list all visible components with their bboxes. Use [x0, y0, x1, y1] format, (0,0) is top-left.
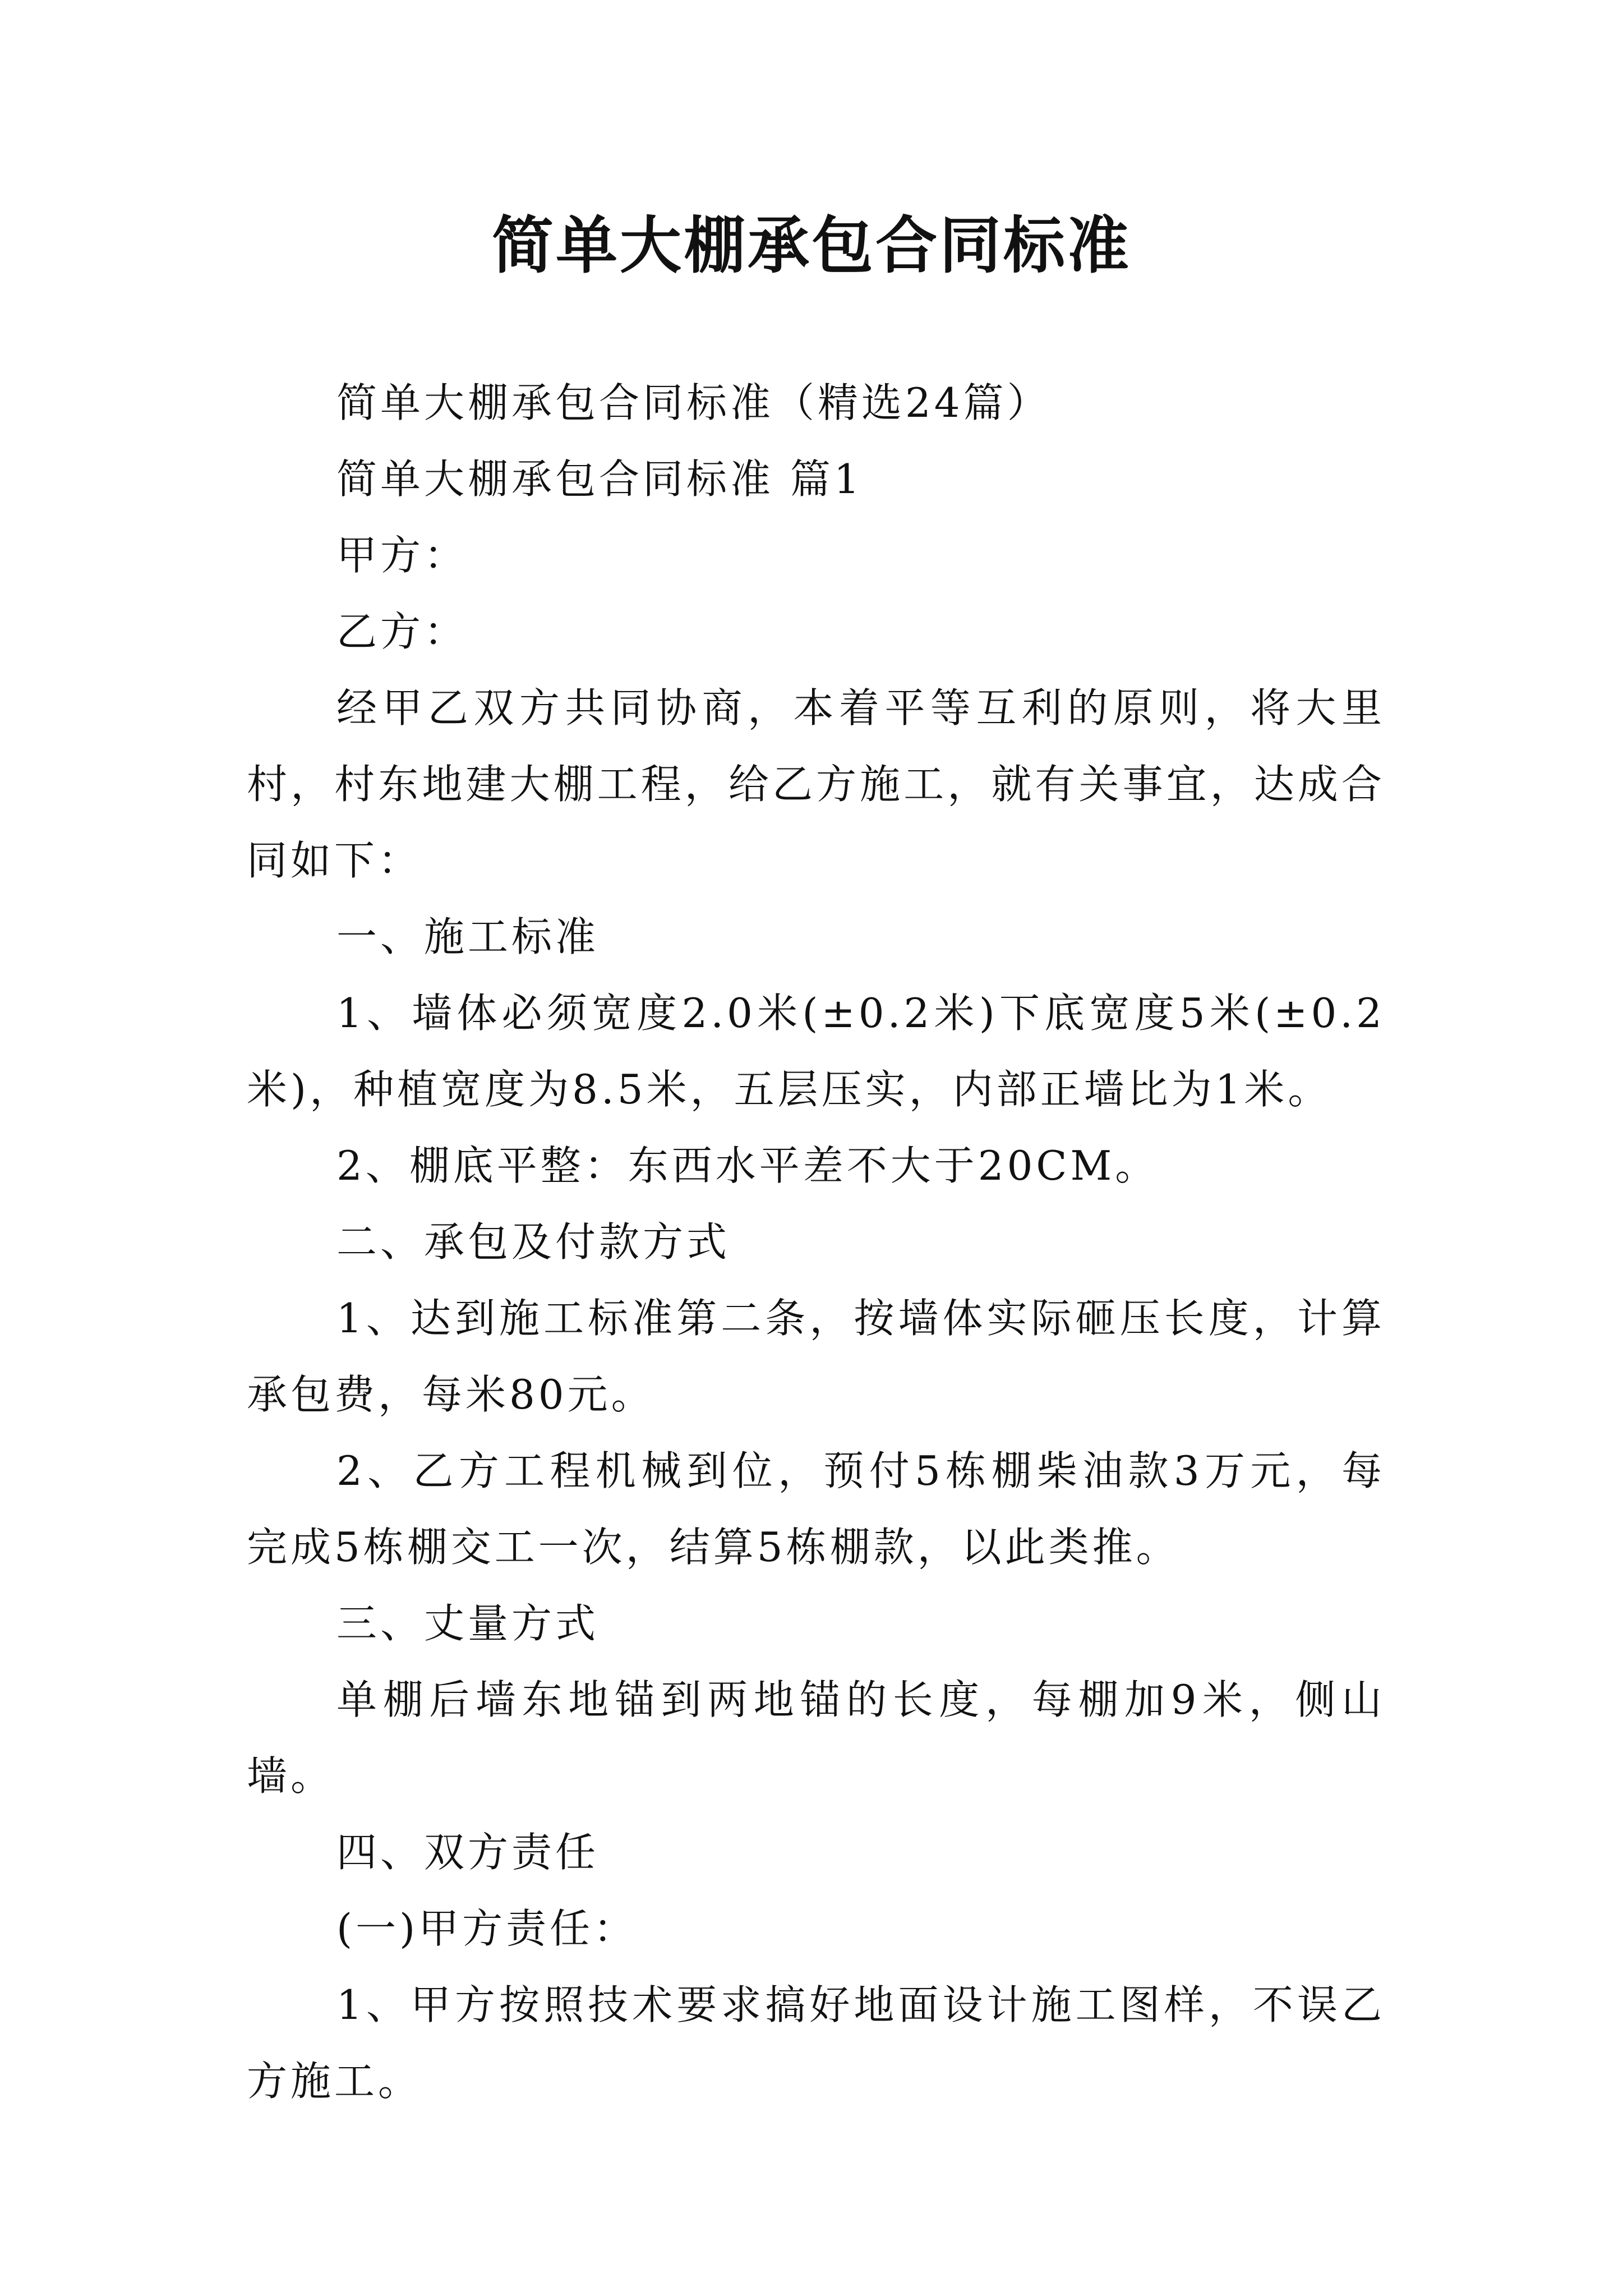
paragraph-clause: 2、棚底平整：东西水平差不大于20CM。 [336, 1142, 1159, 1189]
paragraph-clause: 1、甲方按照技术要求搞好地面设计施工图样，不误乙方施工。 [247, 1981, 1385, 2105]
paragraph-section-heading: 简单大棚承包合同标准 篇1 [336, 455, 863, 503]
paragraph-heading-4: 四、双方责任 [336, 1829, 600, 1876]
paragraph-subheading: (一)甲方责任： [336, 1905, 638, 1952]
paragraph-party-a: 甲方： [336, 532, 468, 579]
paragraph-clause: 单棚后墙东地锚到两地锚的长度，每棚加9米，侧山墙。 [247, 1676, 1385, 1800]
paragraph-heading-2: 二、承包及付款方式 [336, 1218, 731, 1266]
document-body [247, 365, 1385, 2119]
paragraph-clause: 1、墙体必须宽度2.0米(±0.2米)下底宽度5米(±0.2米)，种植宽度为8.5米，五层压实，内部正墙比为1米。 [247, 990, 1385, 1113]
paragraph-heading-1: 一、施工标准 [336, 913, 600, 960]
document-title: 简单大棚承包合同标准 [492, 210, 1131, 282]
paragraph-party-b: 乙方： [336, 608, 468, 655]
paragraph-subtitle: 简单大棚承包合同标准（精选24篇） [336, 379, 1051, 426]
paragraph-heading-3: 三、丈量方式 [336, 1600, 600, 1647]
paragraph-intro: 经甲乙双方共同协商，本着平等互利的原则，将大里村，村东地建大棚工程，给乙方施工，就有关事宜，达成合同如下： [247, 684, 1385, 884]
paragraph-clause: 2、乙方工程机械到位，预付5栋棚柴油款3万元，每完成5栋棚交工一次，结算5栋棚款，以此类推。 [247, 1447, 1385, 1571]
paragraph-clause: 1、达到施工标准第二条，按墙体实际砸压长度，计算承包费，每米80元。 [247, 1295, 1385, 1418]
